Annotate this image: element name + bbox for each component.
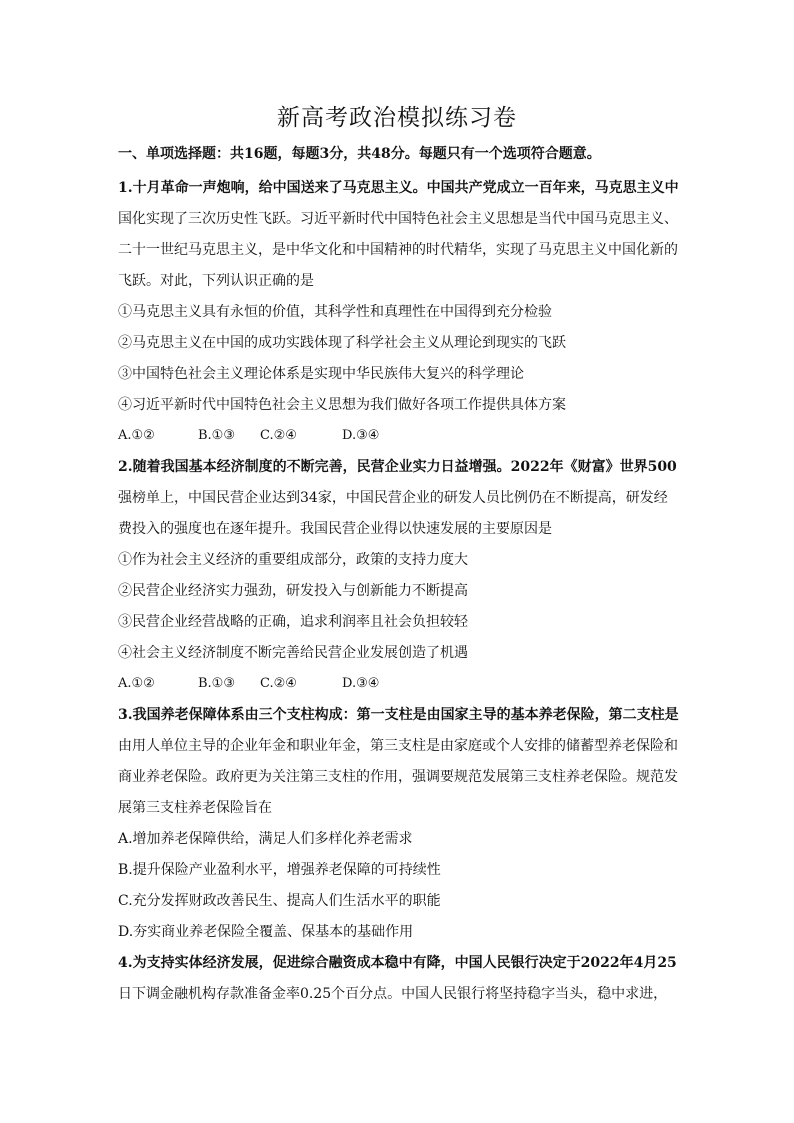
q1-option-c: C.②④ xyxy=(260,428,297,443)
q1-options xyxy=(118,425,678,447)
q2-statement: ③民营企业经营战略的正确，追求利润率且社会负担较轻 xyxy=(118,614,468,630)
q1-stem-line: 国化实现了三次历史性飞跃。习近平新时代中国特色社会主义思想是当代中国马克思主义、 xyxy=(118,211,678,227)
q1-statement: ③中国特色社会主义理论体系是实现中华民族伟大复兴的科学理论 xyxy=(118,366,524,382)
q2-stem-line: 强榜单上，中国民营企业达到34家，中国民营企业的研发人员比例仍在不断提高，研发经 xyxy=(118,490,668,506)
section-heading: 一、单项选择题：共16题，每题3分，共48分。每题只有一个选项符合题意。 xyxy=(118,146,601,162)
q2-options xyxy=(118,673,678,695)
q3-option-b: B.提升保险产业盈利水平，增强养老保障的可持续性 xyxy=(118,862,441,878)
q2-statement: ④社会主义经济制度不断完善给民营企业发展创造了机遇 xyxy=(118,645,468,661)
q1-stem-line: 二十一世纪马克思主义，是中华文化和中国精神的时代精华，实现了马克思主义中国化新的 xyxy=(118,242,678,258)
q2-statement: ①作为社会主义经济的重要组成部分，政策的支持力度大 xyxy=(118,552,468,568)
q2-stem-line: 费投入的强度也在逐年提升。我国民营企业得以快速发展的主要原因是 xyxy=(118,521,552,537)
q4-stem-line: 日下调金融机构存款准备金率0.25个百分点。中国人民银行将坚持稳字当头，稳中求进， xyxy=(118,986,668,1002)
q1-statement: ④习近平新时代中国特色社会主义思想为我们做好各项工作提供具体方案 xyxy=(118,397,566,413)
q2-option-c: C.②④ xyxy=(260,676,297,691)
q2-option-b: B.①③ xyxy=(198,676,235,691)
q3-stem-line: 展第三支柱养老保险旨在 xyxy=(118,800,272,816)
q1-statement: ①马克思主义具有永恒的价值，其科学性和真理性在中国得到充分检验 xyxy=(118,304,552,320)
q3-option-d: D.夯实商业养老保险全覆盖、保基本的基础作用 xyxy=(118,924,414,940)
q1-stem-line: 飞跃。对此，下列认识正确的是 xyxy=(118,273,314,289)
q3-stem-line: 3.我国养老保障体系由三个支柱构成：第一支柱是由国家主导的基本养老保险，第二支柱是 xyxy=(118,707,679,723)
q2-option-a: A.①② xyxy=(118,676,155,691)
q2-option-d: D.③④ xyxy=(342,676,380,691)
q1-option-a: A.①② xyxy=(118,428,155,443)
q1-stem-line: 1.十月革命一声炮响，给中国送来了马克思主义。中国共产党成立一百年来，马克思主义中 xyxy=(118,180,679,196)
q3-stem-line: 商业养老保险。政府更为关注第三支柱的作用，强调要规范发展第三支柱养老保险。规范发 xyxy=(118,769,678,785)
q2-stem-line: 2.随着我国基本经济制度的不断完善，民营企业实力日益增强。2022年《财富》世界500 xyxy=(118,459,677,475)
page-title: 新高考政治模拟练习卷 xyxy=(277,105,517,131)
q2-statement: ②民营企业经济实力强劲，研发投入与创新能力不断提高 xyxy=(118,583,468,599)
q4-stem-line: 4.为支持实体经济发展，促进综合融资成本稳中有降，中国人民银行决定于2022年4月25 xyxy=(118,955,677,971)
q3-option-c: C.充分发挥财政改善民生、提高人们生活水平的职能 xyxy=(118,893,441,909)
q1-option-b: B.①③ xyxy=(198,428,235,443)
q1-option-d: D.③④ xyxy=(342,428,380,443)
q3-stem-line: 由用人单位主导的企业年金和职业年金，第三支柱是由家庭或个人安排的储蓄型养老保险和 xyxy=(118,738,678,754)
q1-statement: ②马克思主义在中国的成功实践体现了科学社会主义从理论到现实的飞跃 xyxy=(118,335,566,351)
q3-option-a: A.增加养老保障供给，满足人们多样化养老需求 xyxy=(118,831,413,847)
